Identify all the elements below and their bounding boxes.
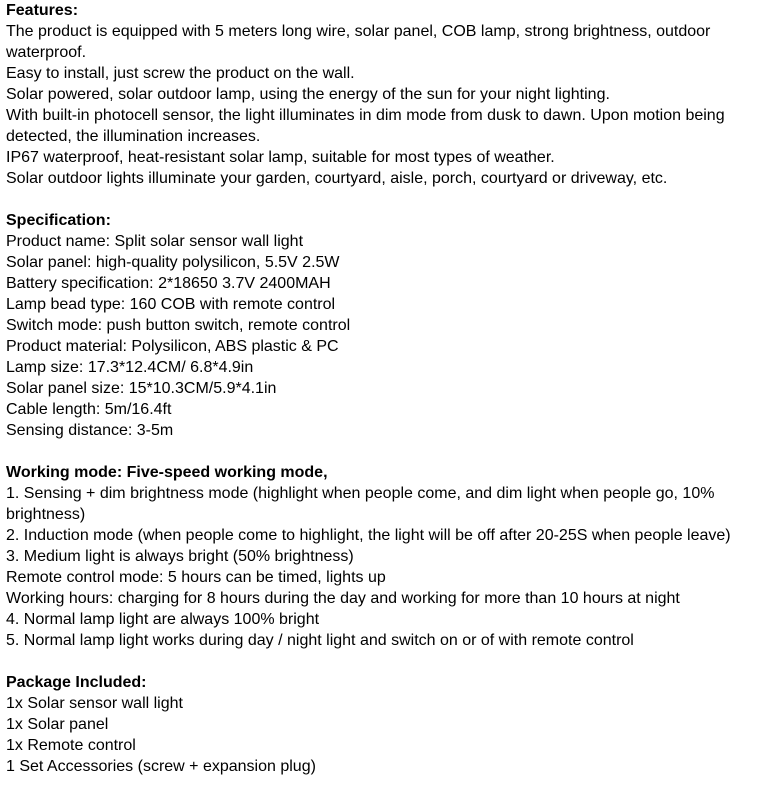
specification-section <box>6 210 776 441</box>
specification-line: Lamp size: 17.3*12.4CM/ 6.8*4.9in <box>6 359 254 376</box>
specification-line: Cable length: 5m/16.4ft <box>6 401 172 418</box>
working-mode-line: Working hours: charging for 8 hours during the day and working for more than 10 hours at night <box>6 590 680 607</box>
features-heading: Features: <box>6 2 79 19</box>
specification-line: Solar panel size: 15*10.3CM/5.9*4.1in <box>6 380 277 397</box>
package-line: 1 Set Accessories (screw + expansion plug) <box>6 758 316 775</box>
specification-line: Battery specification: 2*18650 3.7V 2400MAH <box>6 275 331 292</box>
package-line: 1x Remote control <box>6 737 136 754</box>
package-section <box>6 672 776 777</box>
package-line: 1x Solar panel <box>6 716 109 733</box>
specification-line: Solar panel: high-quality polysilicon, 5.5V 2.5W <box>6 254 340 271</box>
features-line: Solar outdoor lights illuminate your garden, courtyard, aisle, porch, courtyard or driveway, etc. <box>6 170 668 187</box>
specification-heading: Specification: <box>6 212 111 229</box>
package-heading: Package Included: <box>6 674 147 691</box>
working-mode-line: 1. Sensing + dim brightness mode (highlight when people come, and dim light when people go, 10% brightness) <box>6 485 715 523</box>
package-line: 1x Solar sensor wall light <box>6 695 183 712</box>
working-mode-line: 5. Normal lamp light works during day / night light and switch on or of with remote control <box>6 632 634 649</box>
specification-line: Product material: Polysilicon, ABS plastic & PC <box>6 338 339 355</box>
working-mode-heading: Working mode: Five-speed working mode, <box>6 464 328 481</box>
specification-line: Product name: Split solar sensor wall light <box>6 233 304 250</box>
working-mode-line: 3. Medium light is always bright (50% brightness) <box>6 548 354 565</box>
features-line: IP67 waterproof, heat-resistant solar lamp, suitable for most types of weather. <box>6 149 555 166</box>
working-mode-section <box>6 462 776 651</box>
features-section <box>6 0 776 189</box>
specification-line: Sensing distance: 3-5m <box>6 422 174 439</box>
features-line: With built-in photocell sensor, the light illuminates in dim mode from dusk to dawn. Upon motion being detected, the illumination increases. <box>6 107 725 145</box>
features-line: The product is equipped with 5 meters long wire, solar panel, COB lamp, strong brightness, outdoor waterproof. <box>6 23 711 61</box>
features-line: Easy to install, just screw the product on the wall. <box>6 65 355 82</box>
specification-line: Switch mode: push button switch, remote control <box>6 317 351 334</box>
working-mode-line: Remote control mode: 5 hours can be timed, lights up <box>6 569 386 586</box>
working-mode-line: 2. Induction mode (when people come to highlight, the light will be off after 20-25S when people leave) <box>6 527 731 544</box>
working-mode-line: 4. Normal lamp light are always 100% bright <box>6 611 320 628</box>
specification-line: Lamp bead type: 160 COB with remote control <box>6 296 336 313</box>
features-line: Solar powered, solar outdoor lamp, using the energy of the sun for your night lighting. <box>6 86 610 103</box>
